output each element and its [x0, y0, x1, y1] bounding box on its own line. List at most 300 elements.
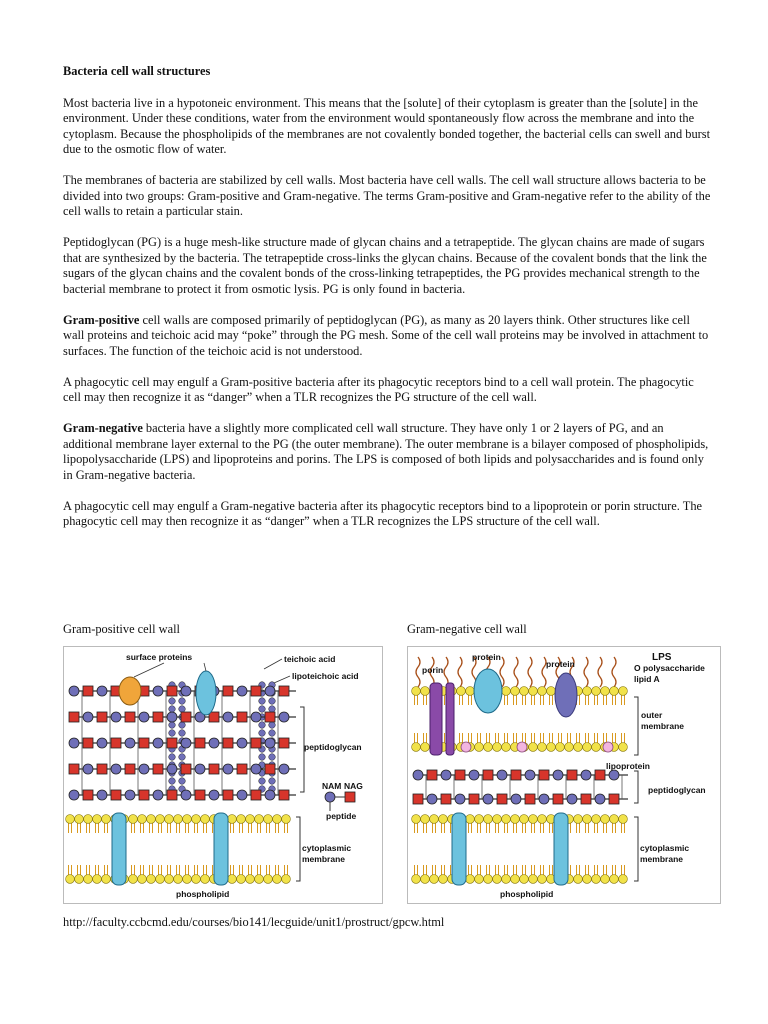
- outer-membrane-protein: [555, 673, 577, 717]
- outer-membrane-lipid-head: [475, 743, 484, 752]
- porin-protein: [430, 683, 442, 755]
- nag-sugar: [97, 790, 107, 800]
- nag-sugar: [209, 738, 219, 748]
- teichoic-acid-bead: [259, 722, 266, 729]
- cytoplasmic-membrane-lipid-head: [466, 815, 475, 824]
- protein-label-2: protein: [546, 659, 575, 669]
- cytoplasmic-membrane-lipid-head: [255, 875, 264, 884]
- cytoplasmic-membrane-lipid-head: [493, 875, 502, 884]
- gram-positive-diagram: [64, 647, 382, 903]
- cytoplasmic-membrane-lipid-head: [511, 875, 520, 884]
- outer-membrane-lipid-head: [421, 687, 430, 696]
- outer-membrane-lipid-head: [466, 687, 475, 696]
- nag-sugar: [223, 764, 233, 774]
- cytoplasmic-membrane-lipid-head: [502, 815, 511, 824]
- nam-sugar: [125, 712, 135, 722]
- cytoplasmic-membrane-lipid-head: [129, 875, 138, 884]
- teichoic-acid-bead: [259, 698, 266, 705]
- cytoplasmic-membrane-lipid-head: [421, 815, 430, 824]
- cytoplasmic-membrane-lipid-head: [583, 815, 592, 824]
- nam-sugar: [111, 738, 121, 748]
- cytoplasmic-membrane-lipid-head: [228, 875, 237, 884]
- nag-sugar: [483, 794, 493, 804]
- outer-membrane-lipid-head: [583, 743, 592, 752]
- teichoic-acid-bead: [179, 754, 186, 761]
- paragraph: [63, 421, 713, 483]
- nag-sugar: [567, 794, 577, 804]
- nag-sugar: [139, 712, 149, 722]
- phospholipid-label: phospholipid: [176, 889, 230, 899]
- outer-membrane-lipid-head: [592, 743, 601, 752]
- cytoplasmic-membrane-lipid-head: [129, 815, 138, 824]
- nag-sugar: [469, 770, 479, 780]
- paragraph-text: Peptidoglycan (PG) is a huge mesh-like structure made of glycan chains and a tetrapeptide. The glycan chains are made of sugars that are synthesized by the bacteria. The tetrapeptide cross-links the glycan chains. Because of the covalent bonds that the link the sugars of the glycan chains and the covalent bonds of the cross-linking tetrapeptides, the PG provides mechanical strength to the bacterial membrane to protect it from osmotic lysis. PG is only found in bacteria.: [63, 235, 707, 296]
- membrane-label: membrane: [640, 854, 683, 864]
- paragraph-text: cell walls are composed primarily of peptidoglycan (PG), as many as 20 layers think. Other structures like cell wall proteins and teichoic acid may “poke” through the PG mesh. Some of the cell wall proteins may be involved in attachment to surfaces. The function of the teichoic acid is not understood.: [63, 312, 709, 358]
- nam-sugar: [167, 790, 177, 800]
- lipoprotein-label: lipoprotein: [606, 761, 650, 771]
- cytoplasmic-membrane-lipid-head: [475, 815, 484, 824]
- cytoplasmic-membrane-lipid-head: [273, 875, 282, 884]
- teichoic-acid-bead: [179, 778, 186, 785]
- lipoteichoic-acid-label: lipoteichoic acid: [292, 671, 359, 681]
- nag-sugar: [237, 738, 247, 748]
- source-url[interactable]: http://faculty.ccbcmd.edu/courses/bio141/lecguide/unit1/prostruct/gpcw.html: [63, 915, 445, 929]
- cytoplasmic-membrane-lipid-head: [237, 875, 246, 884]
- cytoplasmic-membrane-lipid-head: [102, 875, 111, 884]
- nam-sugar: [595, 770, 605, 780]
- surface-proteins-label: surface proteins: [126, 652, 193, 662]
- outer-membrane-lipid-head: [583, 687, 592, 696]
- nag-sugar: [83, 712, 93, 722]
- paragraph: [63, 499, 713, 530]
- cytoplasmic-membrane-lipid-head: [601, 815, 610, 824]
- nag-sugar: [251, 764, 261, 774]
- cytoplasmic-membrane-lipid-head: [601, 875, 610, 884]
- nag-sugar: [69, 738, 79, 748]
- outer-membrane-lipid-head: [529, 743, 538, 752]
- membrane-protein: [452, 813, 466, 885]
- cytoplasmic-membrane-lipid-head: [201, 815, 210, 824]
- teichoic-acid-bead: [259, 754, 266, 761]
- nag-sugar: [251, 712, 261, 722]
- nam-sugar: [279, 686, 289, 696]
- nam-sugar: [265, 764, 275, 774]
- outer-membrane-lipid-head: [412, 687, 421, 696]
- nag-sugar: [265, 686, 275, 696]
- nam-sugar: [441, 794, 451, 804]
- nam-sugar: [153, 764, 163, 774]
- outer-membrane-lipid-head: [502, 743, 511, 752]
- nam-sugar: [223, 790, 233, 800]
- nam-sugar: [497, 794, 507, 804]
- outer-membrane-lipid-head: [565, 743, 574, 752]
- cytoplasmic-label: cytoplasmic: [302, 843, 352, 853]
- outer-membrane-lipid-head: [484, 743, 493, 752]
- cytoplasmic-membrane-lipid-head: [84, 815, 93, 824]
- nag-sugar: [237, 686, 247, 696]
- cytoplasmic-membrane-lipid-head: [484, 815, 493, 824]
- cytoplasmic-membrane-lipid-head: [75, 875, 84, 884]
- cytoplasmic-membrane-lipid-head: [246, 815, 255, 824]
- paragraph: [63, 235, 713, 297]
- nag-sugar: [181, 686, 191, 696]
- nam-sugar: [139, 738, 149, 748]
- outer-membrane-lipid-head: [412, 743, 421, 752]
- nam-sugar: [83, 790, 93, 800]
- cytoplasmic-membrane-lipid-head: [183, 875, 192, 884]
- nag-sugar: [553, 770, 563, 780]
- nam-sugar: [153, 712, 163, 722]
- outer-membrane-lipid-head: [502, 687, 511, 696]
- peptidoglycan-label: peptidoglycan: [648, 785, 706, 795]
- nag-sugar: [279, 712, 289, 722]
- nam-sugar: [279, 738, 289, 748]
- paragraph-text: A phagocytic cell may engulf a Gram-negative bacteria after its phagocytic receptors bind to a lipoprotein or porin structure. The phagocytic cell may then recognize it as “danger” when a TLR recognizes the LPS structure of the cell wall.: [63, 498, 703, 528]
- nag-sugar: [609, 770, 619, 780]
- cytoplasmic-membrane-lipid-head: [529, 875, 538, 884]
- cytoplasmic-membrane-lipid-head: [484, 875, 493, 884]
- outer-membrane-lipid-head: [538, 743, 547, 752]
- porin-label: porin: [422, 665, 444, 675]
- nam-sugar: [279, 790, 289, 800]
- nag-sugar: [153, 738, 163, 748]
- nam-sugar: [609, 794, 619, 804]
- nam-sugar: [553, 794, 563, 804]
- teichoic-acid-bead: [169, 730, 176, 737]
- cytoplasmic-membrane-lipid-head: [273, 815, 282, 824]
- lipid-a-label: lipid A: [634, 674, 660, 684]
- membrane-protein: [554, 813, 568, 885]
- nam-sugar: [167, 738, 177, 748]
- cytoplasmic-membrane-lipid-head: [619, 815, 628, 824]
- teichoic-acid-bead: [169, 754, 176, 761]
- cytoplasmic-membrane-lipid-head: [228, 815, 237, 824]
- cytoplasmic-membrane-lipid-head: [102, 815, 111, 824]
- teichoic-acid-bead: [269, 778, 276, 785]
- cytoplasmic-membrane-lipid-head: [439, 815, 448, 824]
- cytoplasmic-label: cytoplasmic: [640, 843, 690, 853]
- paragraph: [63, 96, 713, 158]
- nam-sugar: [237, 764, 247, 774]
- outer-membrane-lipid-head: [619, 687, 628, 696]
- teichoic-acid-bead: [269, 730, 276, 737]
- nag-sugar: [195, 764, 205, 774]
- nam-sugar: [455, 770, 465, 780]
- cytoplasmic-membrane-lipid-head: [156, 875, 165, 884]
- cytoplasmic-membrane-lipid-head: [610, 815, 619, 824]
- nam-sugar: [525, 794, 535, 804]
- cytoplasmic-membrane-lipid-head: [237, 815, 246, 824]
- cytoplasmic-membrane-lipid-head: [412, 815, 421, 824]
- nam-sugar: [251, 738, 261, 748]
- nag-sugar: [69, 686, 79, 696]
- nam-sugar: [581, 794, 591, 804]
- nag-sugar: [125, 790, 135, 800]
- teichoic-acid-bead: [179, 722, 186, 729]
- cytoplasmic-membrane-lipid-head: [574, 815, 583, 824]
- document-title: Bacteria cell wall structures: [63, 64, 211, 78]
- outer-membrane-lipid-head: [574, 743, 583, 752]
- cytoplasmic-membrane-lipid-head: [156, 815, 165, 824]
- membrane-label: membrane: [302, 854, 345, 864]
- surface-protein: [119, 677, 141, 705]
- peptide-label: peptide: [326, 811, 357, 821]
- nag-sugar: [69, 790, 79, 800]
- nam-sugar: [139, 790, 149, 800]
- nam-sugar: [223, 686, 233, 696]
- cytoplasmic-membrane-lipid-head: [93, 875, 102, 884]
- cytoplasmic-membrane-lipid-head: [592, 815, 601, 824]
- cytoplasmic-membrane-lipid-head: [475, 875, 484, 884]
- teichoic-acid-bead: [179, 730, 186, 737]
- teichoic-acid-bead: [269, 722, 276, 729]
- nam-sugar: [69, 712, 79, 722]
- nam-sugar: [237, 712, 247, 722]
- nam-sugar: [167, 686, 177, 696]
- cytoplasmic-membrane-lipid-head: [147, 815, 156, 824]
- cytoplasmic-membrane-lipid-head: [430, 815, 439, 824]
- cytoplasmic-membrane-lipid-head: [66, 815, 75, 824]
- cytoplasmic-membrane-lipid-head: [520, 815, 529, 824]
- cytoplasmic-membrane-lipid-head: [610, 875, 619, 884]
- gram-negative-diagram: [408, 647, 720, 903]
- cytoplasmic-membrane-lipid-head: [192, 875, 201, 884]
- nag-sugar: [223, 712, 233, 722]
- cytoplasmic-membrane-lipid-head: [466, 875, 475, 884]
- outer-membrane-lipid-head: [556, 743, 565, 752]
- nam-sugar: [83, 686, 93, 696]
- cytoplasmic-membrane-lipid-head: [138, 875, 147, 884]
- paragraph-lead: Gram-positive: [63, 312, 140, 327]
- cytoplasmic-membrane-lipid-head: [75, 815, 84, 824]
- nag-sugar: [209, 790, 219, 800]
- cytoplasmic-membrane-lipid-head: [174, 875, 183, 884]
- paragraph-text: A phagocytic cell may engulf a Gram-positive bacteria after its phagocytic receptors bind to a cell wall protein. The phagocytic cell may then recognize it as “danger” when a TLR recognizes the PG structure of the cell wall.: [63, 374, 694, 404]
- nag-sugar: [111, 764, 121, 774]
- nam-sugar: [251, 686, 261, 696]
- nag-sugar: [237, 790, 247, 800]
- paragraph-lead: Gram-negative: [63, 421, 143, 435]
- nam-sugar: [427, 770, 437, 780]
- nag-sugar: [139, 764, 149, 774]
- cytoplasmic-membrane-lipid-head: [66, 875, 75, 884]
- cytoplasmic-membrane-lipid-head: [147, 875, 156, 884]
- o-polysaccharide-label: O polysaccharide: [634, 663, 705, 673]
- document-body: [63, 64, 713, 545]
- nag-sugar: [181, 790, 191, 800]
- paragraph-text: Most bacteria live in a hypotoneic environment. This means that the [solute] of their cytoplasm is greater than the [solute] in the environment. Under these conditions, water from the environment would spontaneously flow across the membrane and into the cytoplasm. Because the phospholipids of the membranes are not covalently bonded together, the bacterial cells can swell and burst due to the osmotic flow of water.: [63, 95, 711, 156]
- cytoplasmic-membrane-lipid-head: [282, 875, 291, 884]
- nam-sugar: [97, 764, 107, 774]
- nam-sugar: [181, 764, 191, 774]
- gram-negative-figure: [407, 646, 721, 904]
- lipoprotein: [461, 742, 471, 752]
- cytoplasmic-membrane-lipid-head: [511, 815, 520, 824]
- porin-protein: [446, 683, 454, 755]
- nag-sugar: [167, 764, 177, 774]
- gram-positive-figure: [63, 646, 383, 904]
- protein-label-1: protein: [472, 652, 501, 662]
- teichoic-acid-bead: [269, 754, 276, 761]
- cytoplasmic-membrane-lipid-head: [430, 875, 439, 884]
- nam-sugar: [511, 770, 521, 780]
- teichoic-acid-bead: [169, 778, 176, 785]
- lipoprotein: [517, 742, 527, 752]
- nag-sugar: [279, 764, 289, 774]
- nag-sugar: [595, 794, 605, 804]
- cytoplasmic-membrane-lipid-head: [574, 875, 583, 884]
- paragraph-text: bacteria have a slightly more complicated cell wall structure. They have only 1 or 2 layers of PG, and an additional membrane layer external to the PG (the outer membrane). The outer membrane is a bilayer composed of phospholipids, lipopolysaccharide (LPS) and lipoproteins and porins. The LPS is composed of both lipids and polysaccharides and is found only in Gram-negative bacteria.: [63, 421, 709, 482]
- cytoplasmic-membrane-lipid-head: [246, 875, 255, 884]
- nam-sugar: [111, 790, 121, 800]
- cytoplasmic-membrane-lipid-head: [264, 815, 273, 824]
- cytoplasmic-membrane-lipid-head: [183, 815, 192, 824]
- peptidoglycan-label: peptidoglycan: [304, 742, 362, 752]
- nam-sugar: [209, 764, 219, 774]
- nam-sugar: [483, 770, 493, 780]
- cytoplasmic-membrane-lipid-head: [592, 875, 601, 884]
- outer-membrane-lipid-head: [511, 687, 520, 696]
- nam-sugar: [69, 764, 79, 774]
- phospholipid-label: phospholipid: [500, 889, 554, 899]
- cytoplasmic-membrane-lipid-head: [421, 875, 430, 884]
- nam-sugar: [209, 712, 219, 722]
- outer-label: outer: [641, 710, 663, 720]
- membrane-protein: [214, 813, 228, 885]
- cytoplasmic-membrane-lipid-head: [138, 815, 147, 824]
- teichoic-acid-bead: [179, 698, 186, 705]
- cytoplasmic-membrane-lipid-head: [529, 815, 538, 824]
- nag-sugar: [181, 738, 191, 748]
- outer-membrane-lipid-head: [529, 687, 538, 696]
- nag-sugar: [525, 770, 535, 780]
- nag-sugar: [581, 770, 591, 780]
- cytoplasmic-membrane-lipid-head: [619, 875, 628, 884]
- nag-sugar: [539, 794, 549, 804]
- cytoplasmic-membrane-lipid-head: [93, 815, 102, 824]
- legend-nag-circle: [325, 792, 335, 802]
- nam-sugar: [567, 770, 577, 780]
- nam-sugar: [539, 770, 549, 780]
- cytoplasmic-membrane-lipid-head: [583, 875, 592, 884]
- outer-membrane-lipid-head: [619, 743, 628, 752]
- nag-sugar: [83, 764, 93, 774]
- cytoplasmic-membrane-lipid-head: [201, 875, 210, 884]
- nam-sugar: [181, 712, 191, 722]
- outer-membrane-lipid-head: [610, 687, 619, 696]
- cytoplasmic-membrane-lipid-head: [165, 875, 174, 884]
- cytoplasmic-membrane-lipid-head: [538, 815, 547, 824]
- cytoplasmic-membrane-lipid-head: [192, 815, 201, 824]
- paragraph-text: The membranes of bacteria are stabilized by cell walls. Most bacteria have cell walls. The cell wall structure allows bacteria to be divided into two groups: Gram-positive and Gram-negative. The terms Gram-positive and Gram-negative refer to the ability of the cell walls to retain a particular stain.: [63, 173, 711, 218]
- nag-sugar: [153, 686, 163, 696]
- teichoic-acid-bead: [269, 706, 276, 713]
- outer-membrane-lipid-head: [547, 687, 556, 696]
- nam-sugar: [469, 794, 479, 804]
- nam-sugar: [83, 738, 93, 748]
- nam-sugar: [125, 764, 135, 774]
- outer-membrane-lipid-head: [457, 687, 466, 696]
- cytoplasmic-membrane-lipid-head: [174, 815, 183, 824]
- cytoplasmic-membrane-lipid-head: [255, 815, 264, 824]
- nam-label: NAM: [322, 781, 342, 791]
- nag-label: NAG: [344, 781, 363, 791]
- paragraph: [63, 313, 713, 360]
- nag-sugar: [153, 790, 163, 800]
- gram-positive-caption: Gram-positive cell wall: [63, 622, 180, 636]
- outer-membrane-lipid-head: [520, 687, 529, 696]
- lps-label: LPS: [652, 652, 672, 663]
- nag-sugar: [125, 738, 135, 748]
- nag-sugar: [455, 794, 465, 804]
- nam-sugar: [195, 738, 205, 748]
- lipoprotein: [603, 742, 613, 752]
- nag-sugar: [265, 790, 275, 800]
- nag-sugar: [427, 794, 437, 804]
- nag-sugar: [97, 738, 107, 748]
- nag-sugar: [441, 770, 451, 780]
- outer-membrane-lipid-head: [538, 687, 547, 696]
- cytoplasmic-membrane-lipid-head: [538, 875, 547, 884]
- cytoplasmic-membrane-lipid-head: [264, 875, 273, 884]
- cytoplasmic-membrane-lipid-head: [439, 875, 448, 884]
- outer-membrane-lipid-head: [592, 687, 601, 696]
- cytoplasmic-membrane-lipid-head: [520, 875, 529, 884]
- paragraph-list: [63, 96, 713, 530]
- membrane-protein: [112, 813, 126, 885]
- nag-sugar: [167, 712, 177, 722]
- outer-membrane-protein: [474, 669, 502, 713]
- teichoic-acid-bead: [179, 706, 186, 713]
- paragraph: [63, 375, 713, 406]
- nag-sugar: [97, 686, 107, 696]
- cytoplasmic-membrane-lipid-head: [282, 815, 291, 824]
- nag-sugar: [413, 770, 423, 780]
- outer-membrane-lipid-head: [547, 743, 556, 752]
- nag-sugar: [111, 712, 121, 722]
- nam-sugar: [223, 738, 233, 748]
- teichoic-acid-bead: [169, 706, 176, 713]
- teichoic-acid-bead: [269, 698, 276, 705]
- teichoic-acid-bead: [169, 722, 176, 729]
- cytoplasmic-membrane-lipid-head: [412, 875, 421, 884]
- nam-sugar: [265, 712, 275, 722]
- outer-membrane-lipid-head: [493, 743, 502, 752]
- nag-sugar: [497, 770, 507, 780]
- cytoplasmic-membrane-lipid-head: [165, 815, 174, 824]
- nam-sugar: [195, 790, 205, 800]
- nam-sugar: [97, 712, 107, 722]
- outer-membrane-lipid-head: [601, 687, 610, 696]
- cytoplasmic-membrane-lipid-head: [502, 875, 511, 884]
- outer-membrane-label: membrane: [641, 721, 684, 731]
- surface-protein: [196, 671, 216, 715]
- teichoic-acid-bead: [259, 730, 266, 737]
- nam-sugar: [251, 790, 261, 800]
- outer-membrane-lipid-head: [421, 743, 430, 752]
- cytoplasmic-membrane-lipid-head: [84, 875, 93, 884]
- nag-sugar: [511, 794, 521, 804]
- legend-nam-square: [345, 792, 355, 802]
- teichoic-acid-bead: [259, 778, 266, 785]
- teichoic-acid-label: teichoic acid: [284, 654, 336, 664]
- paragraph: [63, 173, 713, 220]
- teichoic-acid-bead: [169, 698, 176, 705]
- nag-sugar: [265, 738, 275, 748]
- cytoplasmic-membrane-lipid-head: [493, 815, 502, 824]
- teichoic-acid-bead: [259, 706, 266, 713]
